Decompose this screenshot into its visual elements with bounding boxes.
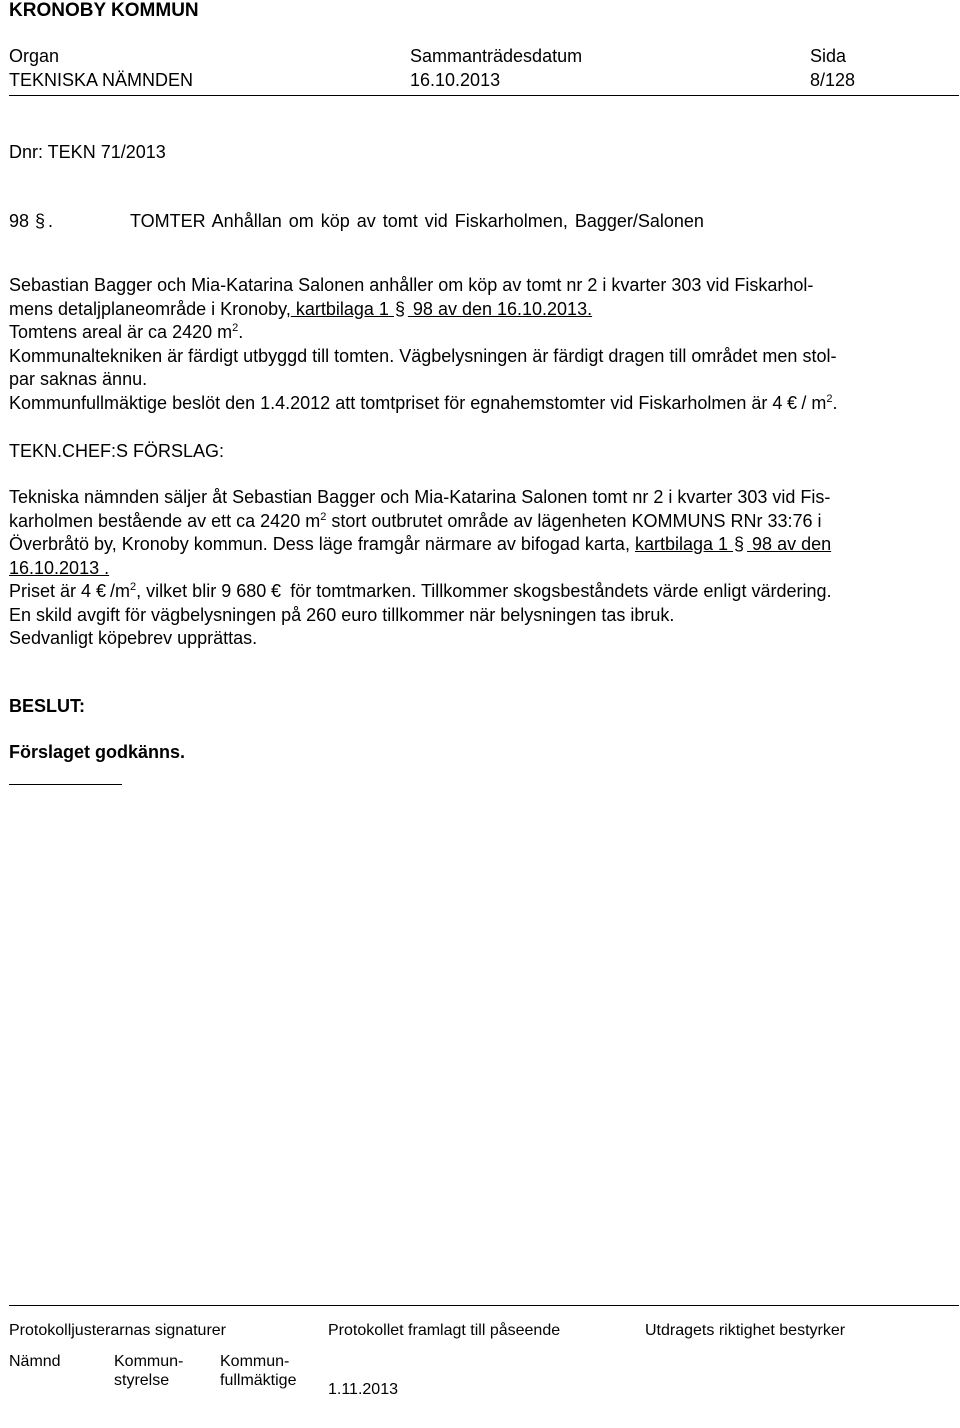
header-divider — [9, 95, 959, 96]
proposal-paragraph — [9, 486, 951, 651]
euro-sign-icon — [271, 582, 285, 600]
proposal-line-1: Tekniska nämnden säljer åt Sebastian Bagger och Mia-Katarina Salonen tomt nr 2 i kvarter 303 vid Fis- — [9, 487, 831, 507]
intro-line-2: mens detaljplaneområde i Kronoby, kartbilaga 1 § 98 av den 16.10.2013. — [9, 298, 593, 319]
footer-signatures-title: Protokolljusterarnas signaturer — [9, 1322, 226, 1339]
proposal-deed-line: Sedvanligt köpebrev upprättas. — [9, 628, 258, 648]
decision-heading: BESLUT: — [9, 696, 85, 716]
page-number: 8/128 — [810, 70, 856, 90]
section-sign-icon — [394, 300, 408, 318]
section-sign-icon — [733, 535, 747, 553]
footer-kommunstyrelse-label: Kommun- styrelse — [114, 1353, 184, 1389]
section-title: TOMTER Anhållan om köp av tomt vid Fiskarholmen, Bagger/Salonen — [130, 211, 704, 231]
page-label: Sida — [810, 46, 847, 66]
end-line — [9, 784, 122, 785]
footer-certified-title: Utdragets riktighet bestyrker — [645, 1322, 846, 1339]
kartbilaga-link[interactable]: kartbilaga 1 § 98 av den 16.10.2013. — [290, 298, 593, 319]
proposal-line-2: karholmen bestående av ett ca 2420 $m^2$ stort outbrutet område av lägenheten KOMMUNS RNr 33:76 i — [9, 510, 822, 531]
svg-text:§: § — [394, 299, 405, 319]
footer-posted-date: 1.11.2013 — [328, 1381, 398, 1398]
decision-text: Förslaget godkänns. — [9, 742, 186, 762]
section-number-row: 98 § . — [9, 211, 54, 231]
proposal-line-3: Överbråtö by, Kronoby kommun. Dess läge framgår närmare av bifogad karta, kartbilaga 1 § 98 av den — [9, 534, 832, 554]
meeting-date-value: 16.10.2013 — [410, 70, 501, 90]
section-sign-icon — [34, 212, 48, 230]
kartbilaga-link[interactable]: kartbilaga 1 § 98 av den — [634, 534, 832, 554]
meeting-date-label: Sammanträdesdatum — [410, 46, 583, 66]
proposal-fee-line: En skild avgift för vägbelysningen på 260 euro tillkommer när belysningen tas ibruk. — [9, 604, 675, 625]
intro-line-1: Sebastian Bagger och Mia-Katarina Salonen anhåller om köp av tomt nr 2 i kvarter 303 vid Fiskarhol- — [9, 275, 814, 295]
svg-text:§: § — [35, 212, 46, 231]
footer-posted-title: Protokollet framlagt till påseende — [328, 1322, 561, 1339]
euro-sign-icon — [787, 394, 801, 412]
proposal-line-4: 16.10.2013 . — [9, 557, 110, 578]
proposal-heading: TEKN.CHEF:S FÖRSLAG: — [9, 441, 225, 461]
euro-sign-icon — [96, 582, 110, 600]
svg-text:€: € — [271, 582, 282, 601]
section-number: 98 — [9, 211, 30, 231]
intro-line-5: par saknas ännu. — [9, 369, 148, 389]
diary-number: Dnr: TEKN 71/2013 — [9, 142, 166, 162]
footer-namnd-label: Nämnd — [9, 1353, 61, 1370]
svg-text:§: § — [734, 535, 745, 554]
proposal-price-line: Priset är 4 € $/m^2$, vilket blir 9 680 € för tomtmarken. Tillkommer skogsbeståndets värde enligt värdering. — [9, 581, 832, 601]
organ-value: TEKNISKA NÄMNDEN — [9, 70, 194, 90]
organ-label: Organ — [9, 46, 60, 66]
municipality-title: KRONOBY KOMMUN — [9, 0, 199, 21]
svg-text:€: € — [787, 393, 798, 413]
intro-line-6: Kommunfullmäktige beslöt den 1.4.2012 att tomtpriset för egnahemstomter vid Fiskarholmen är 4 € / $m^2$. — [9, 392, 838, 413]
intro-line-4: Kommunaltekniken är färdigt utbyggd till tomten. Vägbelysningen är färdigt dragen till området men stol- — [9, 345, 837, 366]
intro-line-3: Tomtens areal är ca 2420 $m^2$. — [9, 322, 244, 342]
footer-kommunfullmaktige-label: Kommun- fullmäktige — [220, 1353, 297, 1389]
footer-divider — [9, 1305, 959, 1306]
svg-text:€: € — [96, 582, 107, 601]
intro-paragraph — [9, 274, 951, 415]
